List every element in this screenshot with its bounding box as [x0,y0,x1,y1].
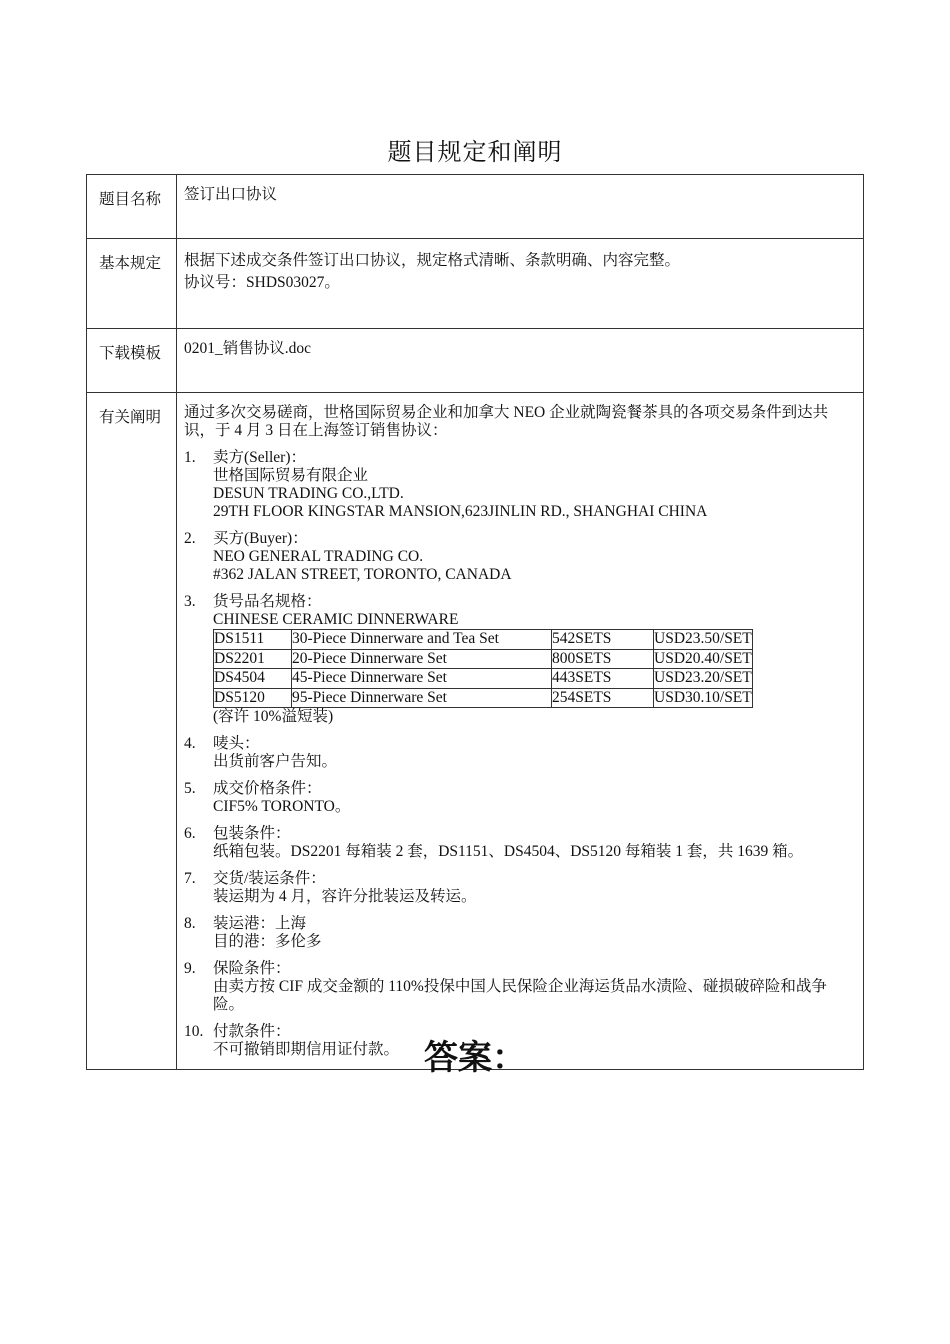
term-line: 纸箱包装。DS2201 每箱装 2 套，DS1151、DS4504、DS5120 每箱装 1 套，共 1639 箱。 [213,843,804,860]
term-line: 买方(Buyer)： [213,530,308,547]
term-item [184,870,857,906]
row-value [177,239,864,329]
row-notes [87,393,864,1070]
goods-row [214,649,753,669]
row-value: 签订出口协议 [177,175,864,239]
term-line: 装运港：上海 [213,915,307,932]
contract-number: 协议号：SHDS03027。 [184,274,340,291]
term-number: 9. [184,960,196,977]
row-label: 题目名称 [87,175,177,239]
goods-qty: 542SETS [552,630,654,650]
term-line: 卖方(Seller)： [213,449,306,466]
term-body [213,960,857,1014]
term-number: 5. [184,780,196,797]
goods-price: USD30.10/SET [654,688,752,706]
row-name [87,175,864,239]
notes-content [177,393,864,1070]
term-line: NEO GENERAL TRADING CO. [213,548,424,565]
goods-qty: 443SETS [552,669,654,689]
term-line: 唛头： [213,735,260,752]
row-download [87,329,864,393]
term-body [213,915,857,951]
goods-code: DS5120 [214,688,292,708]
term-number: 4. [184,735,196,752]
notes-intro: 通过多次交易磋商，世格国际贸易企业和加拿大 NEO 企业就陶瓷餐茶具的各项交易条件到达共识，于 4 月 3 日在上海签订销售协议： [184,404,829,439]
term-item [184,530,857,584]
goods-row [214,688,753,708]
goods-qty: 254SETS [552,688,654,708]
term-number: 2. [184,530,196,547]
goods-desc: 30-Piece Dinnerware and Tea Set [292,630,552,650]
term-number: 6. [184,825,196,842]
term-body [213,825,857,861]
row-label: 基本规定 [87,239,177,329]
term-line: 出货前客户告知。 [213,753,338,770]
term-item [184,915,857,951]
term-number: 7. [184,870,196,887]
term-body [213,780,857,816]
answer-heading: 答案： [424,1038,526,1078]
basic-line: 根据下述成交条件签订出口协议，规定格式清晰、条款明确、内容完整。 [184,252,681,269]
tolerance-note: (容许 10%溢短装) [213,708,334,725]
row-label: 有关阐明 [87,393,177,1070]
term-body [213,593,857,726]
goods-table [213,629,753,708]
term-item [184,960,857,1014]
term-line: 装运期为 4 月，容许分批装运及转运。 [213,888,477,905]
term-line: DESUN TRADING CO.,LTD. [213,485,404,502]
goods-code: DS2201 [214,649,292,669]
page-title: 题目规定和阐明 [387,138,563,166]
term-line: 保险条件： [213,960,291,977]
goods-desc: 20-Piece Dinnerware Set [292,649,552,669]
goods-price: USD23.20/SET [654,669,752,686]
term-number: 10. [184,1023,204,1040]
spec-table [86,174,864,1070]
goods-price: USD20.40/SET [654,649,752,667]
goods-subheading: CHINESE CERAMIC DINNERWARE [213,611,459,628]
term-line: #362 JALAN STREET, TORONTO, CANADA [213,566,512,583]
term-line: 付款条件： [213,1023,291,1040]
term-body [213,735,857,771]
term-item [184,735,857,771]
term-body [213,530,857,584]
goods-code: DS4504 [214,669,292,689]
template-file: 0201_销售协议.doc [177,329,864,393]
goods-row [214,630,753,650]
term-body [213,449,857,521]
term-line: 目的港：多伦多 [213,933,322,950]
goods-code: DS1511 [214,630,292,650]
term-line: 世格国际贸易有限企业 [213,467,369,484]
goods-price: USD23.50/SET [654,630,752,647]
goods-desc: 95-Piece Dinnerware Set [292,688,552,708]
goods-heading: 货号品名规格： [213,593,322,610]
term-line: 由卖方按 CIF 成交金额的 110%投保中国人民保险企业海运货品水渍险、碰损破碎险和战争险。 [213,978,827,1013]
terms-list [184,449,857,1059]
term-line: 交货/装运条件： [213,870,326,887]
goods-row [214,669,753,689]
term-item [184,593,857,726]
row-basic [87,239,864,329]
term-item [184,825,857,861]
term-line: 不可撤销即期信用证付款。 [213,1041,400,1058]
goods-qty: 800SETS [552,649,654,669]
term-number: 8. [184,915,196,932]
term-number: 1. [184,449,196,466]
term-item [184,449,857,521]
term-line: 29TH FLOOR KINGSTAR MANSION,623JINLIN RD., SHANGHAI CHINA [213,503,708,520]
term-line: 成交价格条件： [213,780,322,797]
term-item [184,780,857,816]
goods-desc: 45-Piece Dinnerware Set [292,669,552,689]
row-label: 下载模板 [87,329,177,393]
term-line: 包装条件： [213,825,291,842]
term-body [213,870,857,906]
term-number: 3. [184,593,196,610]
term-line: CIF5% TORONTO。 [213,798,351,815]
